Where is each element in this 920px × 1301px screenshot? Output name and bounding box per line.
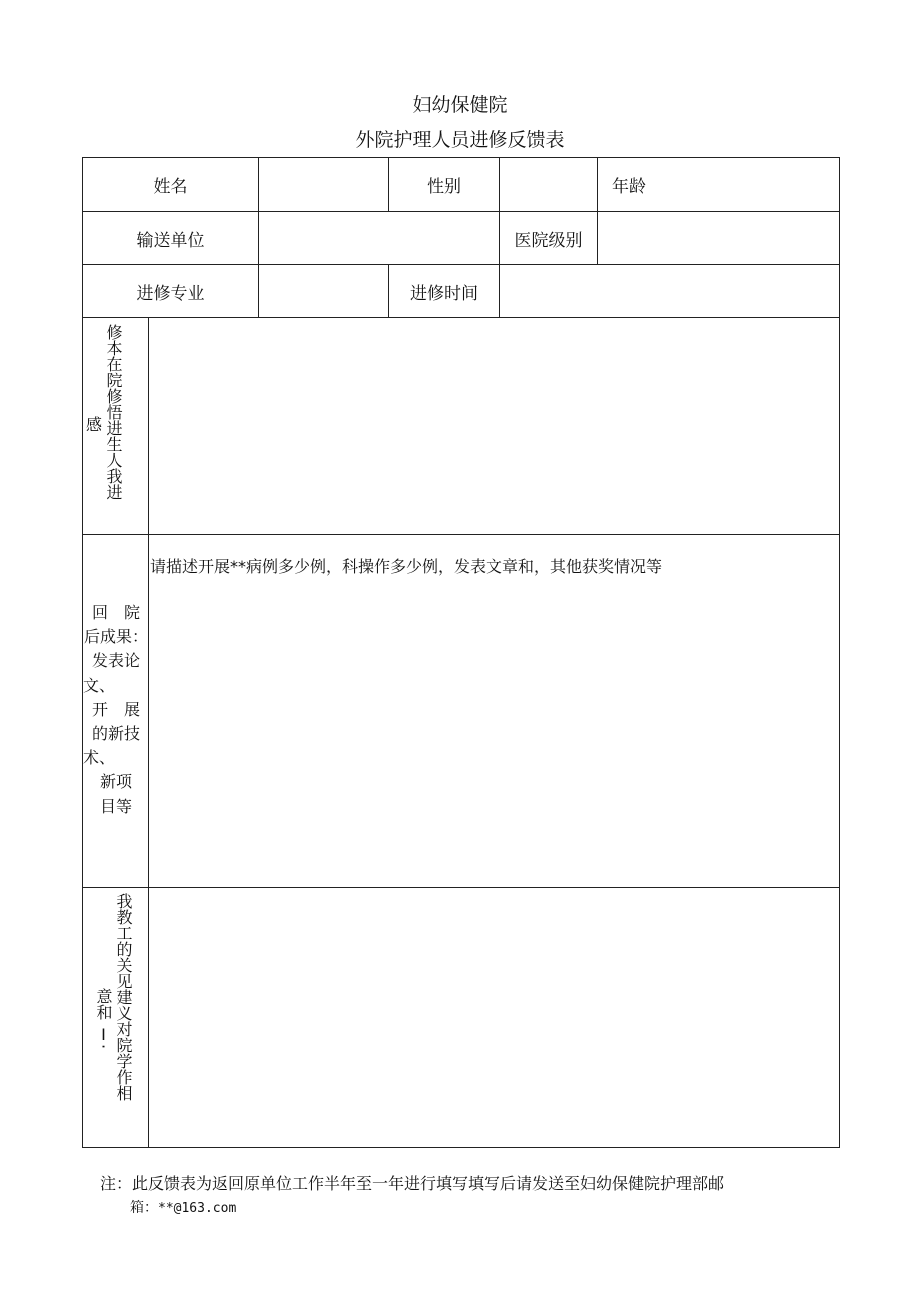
hospital-level-field[interactable]	[597, 211, 840, 265]
suggest-label-cell	[82, 887, 149, 1148]
gender-label: 性别	[388, 157, 500, 212]
footer-email: 箱：**@163.com	[130, 1200, 237, 1216]
name-field[interactable]	[258, 157, 389, 212]
time-field[interactable]	[499, 264, 840, 318]
form-title: 外院护理人员进修反馈表	[355, 129, 565, 151]
age-label: 年龄	[597, 157, 840, 212]
experience-label-cell	[82, 317, 149, 535]
experience-field[interactable]	[148, 317, 840, 535]
results-hint: 请描述开展**病例多少例，科操作多少例，发表文章和，其他获奖情况等	[150, 557, 663, 576]
gender-field[interactable]	[499, 157, 598, 212]
org-title: 妇幼保健院	[412, 94, 508, 116]
hospital-level-label: 医院级别	[499, 211, 598, 265]
results-label: 回 院 后成果： 发表论 文、 开 展 的新技 术、 新项 目等	[83, 603, 148, 816]
specialty-label: 进修专业	[82, 264, 259, 318]
suggest-label: 我教工的关见建义对院学作相	[114, 893, 133, 1101]
time-label: 进修时间	[388, 264, 500, 318]
name-label: 姓名	[82, 157, 259, 212]
email-address: **@163.com	[158, 1201, 237, 1216]
experience-label: 修本在院修悟进生人我进	[104, 324, 123, 500]
experience-label-side: 感	[85, 415, 102, 434]
unit-field[interactable]	[258, 211, 500, 265]
results-field[interactable]	[148, 534, 840, 888]
suggest-label-side: 意和	[94, 988, 113, 1020]
footer-note: 注：此反馈表为返回原单位工作半年至一年进行填写填写后请发送至妇幼保健院护理部邮	[100, 1174, 725, 1193]
results-label-cell	[82, 534, 149, 888]
suggest-field[interactable]	[148, 887, 840, 1148]
suggest-label-mark: Ⅰ·	[94, 1025, 113, 1050]
specialty-field[interactable]	[258, 264, 389, 318]
unit-label: 输送单位	[82, 211, 259, 265]
